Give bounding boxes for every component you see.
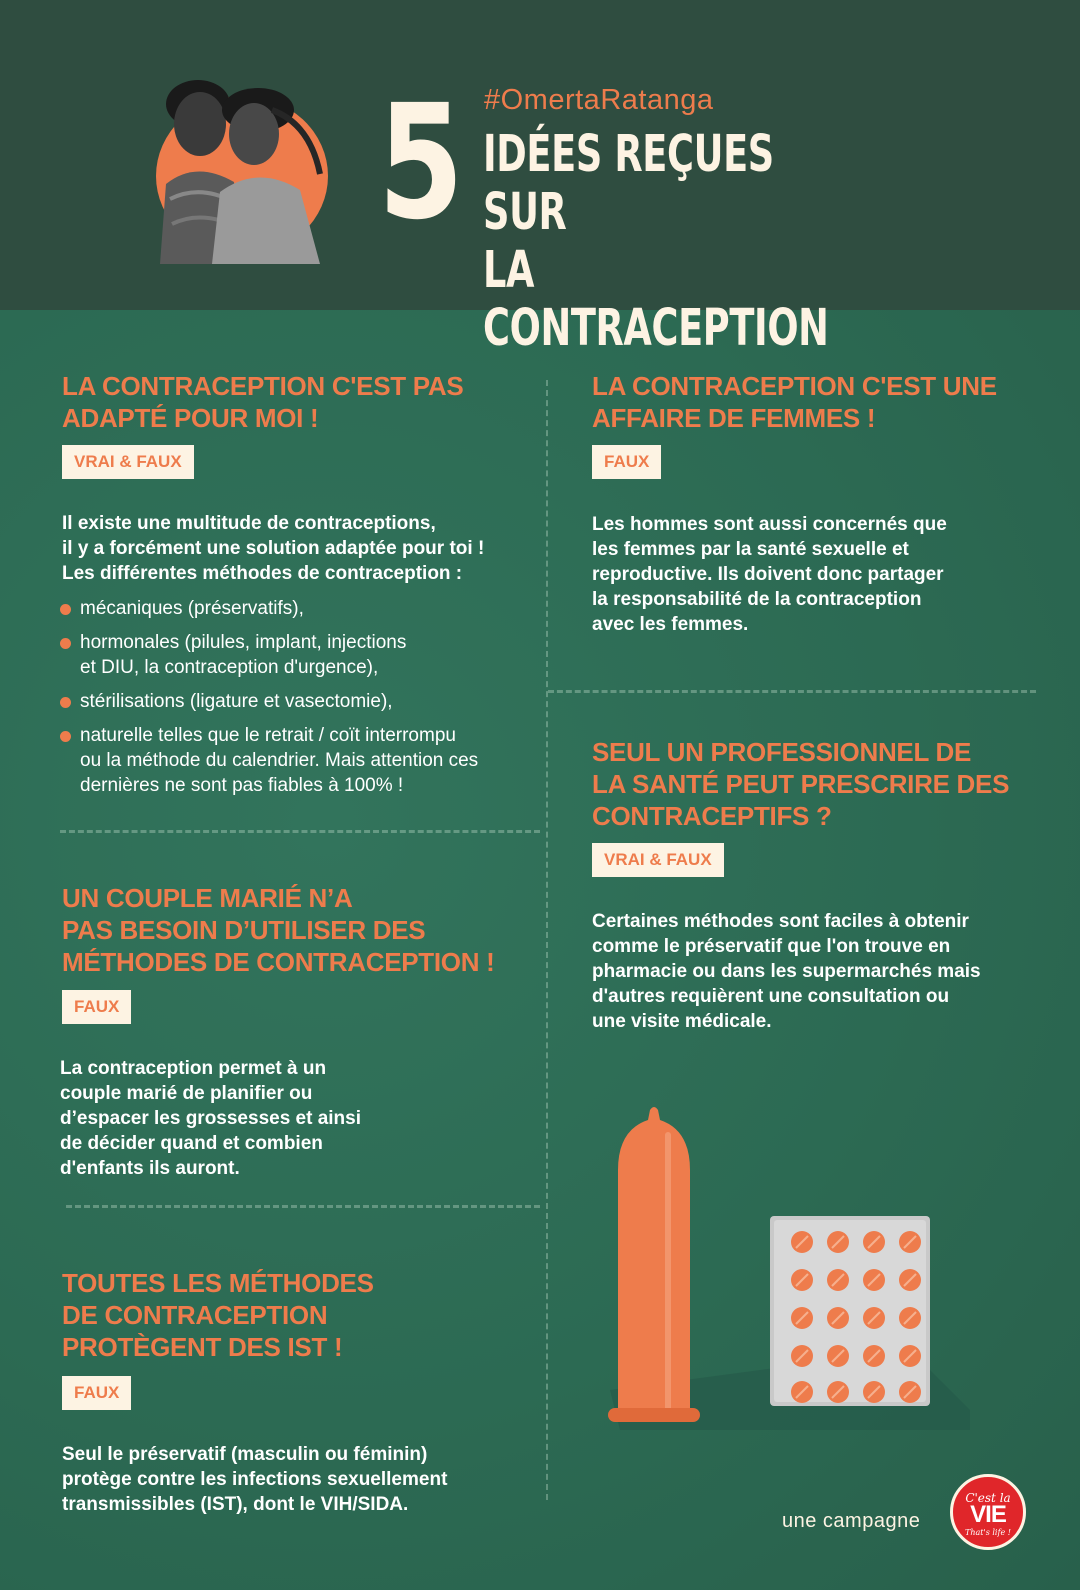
- section-title: [62, 1267, 532, 1363]
- text-line: pharmacie ou dans les supermarchés mais: [592, 961, 981, 982]
- campaign-label: une campagne: [782, 1510, 921, 1532]
- section-text: [592, 909, 1042, 1034]
- bullet-dot-icon: [60, 697, 71, 708]
- verdict-badge: VRAI & FAUX: [592, 843, 724, 877]
- verdict-badge: FAUX: [62, 1376, 131, 1410]
- section-title: [62, 370, 532, 434]
- text-line: d'enfants ils auront.: [60, 1158, 240, 1179]
- text-line: Seul le préservatif (masculin ou féminin): [62, 1444, 428, 1465]
- text-line: d'autres requièrent une consultation ou: [592, 986, 950, 1007]
- text-line: transmissibles (IST), dont le VIH/SIDA.: [62, 1494, 409, 1515]
- list-item-line: dernières ne sont pas fiables à 100% !: [80, 775, 404, 796]
- text-line: La contraception permet à un: [60, 1058, 327, 1079]
- section-title: [592, 370, 1052, 434]
- section-text: [60, 1056, 480, 1181]
- text-line: protège contre les infections sexuellement: [62, 1469, 448, 1490]
- section-title-line: SEUL UN PROFESSIONNEL DE: [592, 737, 972, 767]
- section-title-line: LA SANTÉ PEUT PRESCRIRE DES: [592, 769, 1010, 799]
- text-line: d’espacer les grossesses et ainsi: [60, 1108, 362, 1129]
- section-title-line: DE CONTRACEPTION: [62, 1300, 328, 1330]
- vertical-divider: [546, 380, 548, 1500]
- text-line: une visite médicale.: [592, 1011, 772, 1032]
- section-title-line: MÉTHODES DE CONTRACEPTION !: [62, 947, 495, 977]
- hashtag: #OmertaRatanga: [484, 84, 714, 116]
- list-item-line: ou la méthode du calendrier. Mais attention ces: [80, 750, 479, 771]
- pill-pack-icon: [770, 1216, 930, 1406]
- text-line: il y a forcément une solution adaptée pour toi !: [62, 538, 485, 559]
- title-line: LA CONTRACEPTION: [483, 241, 829, 358]
- bullet-dot-icon: [60, 731, 71, 742]
- section-title-line: UN COUPLE MARIÉ N’A: [62, 883, 353, 913]
- verdict-badge: FAUX: [592, 445, 661, 479]
- bullet-dot-icon: [60, 604, 71, 615]
- bullet-dot-icon: [60, 638, 71, 649]
- text-line: comme le préservatif que l'on trouve en: [592, 936, 951, 957]
- section-title-line: PAS BESOIN D’UTILISER DES: [62, 915, 426, 945]
- number-five: 5: [378, 71, 461, 255]
- section-title: [62, 882, 542, 978]
- section-text: [62, 511, 542, 586]
- horizontal-divider: [60, 830, 540, 833]
- list-item: [60, 630, 530, 680]
- section-title-line: TOUTES LES MÉTHODES: [62, 1268, 374, 1298]
- section-text: [592, 512, 1032, 637]
- section-title-line: LA CONTRACEPTION C'EST UNE: [592, 371, 997, 401]
- condom-icon: [608, 1107, 700, 1422]
- text-line: avec les femmes.: [592, 614, 749, 635]
- section-title-line: PROTÈGENT DES IST !: [62, 1332, 343, 1362]
- list-item-line: et DIU, la contraception d'urgence),: [80, 657, 379, 678]
- text-line: Il existe une multitude de contraceptions,: [62, 513, 436, 534]
- text-line: couple marié de planifier ou: [60, 1083, 313, 1104]
- list-item-line: naturelle telles que le retrait / coït interrompu: [80, 725, 456, 746]
- section-title-line: LA CONTRACEPTION C'EST PAS: [62, 371, 464, 401]
- text-line: Certaines méthodes sont faciles à obtenir: [592, 911, 969, 932]
- horizontal-divider: [548, 690, 1036, 693]
- text-line: Les différentes méthodes de contraception :: [62, 563, 463, 584]
- section-title-line: CONTRACEPTIFS ?: [592, 801, 832, 831]
- method-list: [60, 596, 530, 807]
- text-line: de décider quand et combien: [60, 1133, 323, 1154]
- section-title-line: AFFAIRE DE FEMMES !: [592, 403, 876, 433]
- title-line: IDÉES REÇUES SUR: [483, 125, 774, 242]
- text-line: les femmes par la santé sexuelle et: [592, 539, 909, 560]
- verdict-badge: FAUX: [62, 990, 131, 1024]
- list-item-line: mécaniques (préservatifs),: [80, 598, 304, 619]
- list-item: [60, 596, 530, 621]
- couple-photo-illustration: [150, 64, 340, 264]
- section-title: [592, 736, 1052, 832]
- cest-la-vie-logo: [950, 1474, 1026, 1550]
- section-text: [62, 1442, 532, 1517]
- list-item: [60, 723, 530, 798]
- list-item-line: stérilisations (ligature et vasectomie),: [80, 691, 393, 712]
- list-item: [60, 689, 530, 714]
- list-item-line: hormonales (pilules, implant, injections: [80, 632, 407, 653]
- horizontal-divider: [66, 1205, 540, 1208]
- logo-top-text: C'est la: [965, 1491, 1011, 1505]
- logo-main-text: VIE: [970, 1501, 1006, 1528]
- text-line: la responsabilité de la contraception: [592, 589, 922, 610]
- text-line: Les hommes sont aussi concernés que: [592, 514, 947, 535]
- logo-sub-text: That's life !: [965, 1528, 1011, 1537]
- page-title: [483, 126, 857, 358]
- section-title-line: ADAPTÉ POUR MOI !: [62, 403, 319, 433]
- contraceptives-illustration: [590, 1090, 970, 1430]
- text-line: reproductive. Ils doivent donc partager: [592, 564, 944, 585]
- verdict-badge: VRAI & FAUX: [62, 445, 194, 479]
